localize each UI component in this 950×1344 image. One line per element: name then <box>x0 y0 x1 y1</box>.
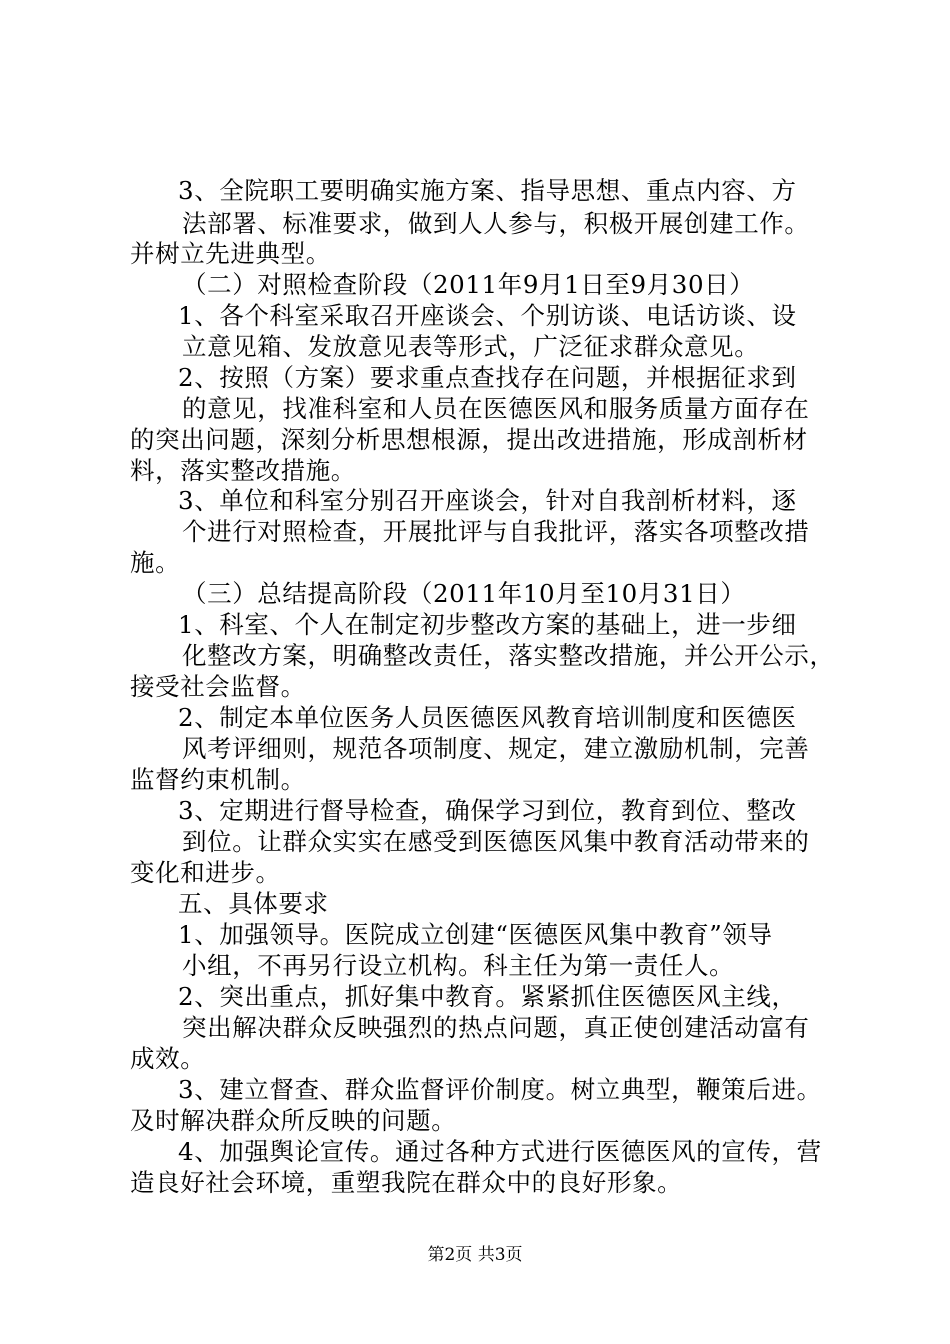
text-line: 2、按照（方案）要求重点查找存在问题，并根据征求到 <box>178 363 797 392</box>
text-line: 到位。让群众实实在感受到医德医风集中教育活动带来的 <box>182 827 810 856</box>
text-line: 接受社会监督。 <box>130 672 306 701</box>
text-line: 成效。 <box>130 1044 206 1073</box>
text-line: 监督约束机制。 <box>130 765 306 794</box>
text-line: 风考评细则，规范各项制度、规定，建立激励机制，完善 <box>182 734 810 763</box>
text-line: 3、单位和科室分别召开座谈会，针对自我剖析材料，逐 <box>178 486 797 515</box>
section-heading: 五、具体要求 <box>178 889 329 918</box>
text-line: 造良好社会环境，重塑我院在群众中的良好形象。 <box>130 1168 683 1197</box>
text-line: 及时解决群众所反映的问题。 <box>130 1106 457 1135</box>
text-line: 的突出问题，深刻分析思想根源，提出改进措施，形成剖析材 <box>130 425 808 454</box>
section-heading: （二）对照检查阶段（2011年9月1日至9月30日） <box>182 270 755 299</box>
page-number-footer: 第2页 共3页 <box>427 1245 523 1265</box>
text-line: 的意见，找准科室和人员在医德医风和服务质量方面存在 <box>182 394 810 423</box>
text-line: 变化和进步。 <box>130 858 281 887</box>
text-line: 施。 <box>130 548 181 577</box>
text-line: 2、突出重点，抓好集中教育。紧紧抓住医德医风主线， <box>178 982 797 1011</box>
section-heading: （三）总结提高阶段（2011年10月至10月31日） <box>182 579 746 608</box>
text-line: 个进行对照检查，开展批评与自我批评，落实各项整改措 <box>182 517 810 546</box>
text-line: 3、全院职工要明确实施方案、指导思想、重点内容、方 <box>178 176 797 205</box>
text-line: 突出解决群众反映强烈的热点问题，真正使创建活动富有 <box>182 1013 810 1042</box>
text-line: 小组，不再另行设立机构。科主任为第一责任人。 <box>182 951 735 980</box>
text-line: 法部署、标准要求，做到人人参与，积极开展创建工作。 <box>182 209 810 238</box>
text-line: 立意见箱、发放意见表等形式，广泛征求群众意见。 <box>182 332 760 361</box>
text-line: 化整改方案，明确整改责任，落实整改措施，并公开公示， <box>182 641 835 670</box>
text-line: 1、加强领导。医院成立创建“医德医风集中教育”领导 <box>178 920 773 949</box>
text-line: 4、加强舆论宣传。通过各种方式进行医德医风的宣传，营 <box>178 1137 822 1166</box>
text-line: 1、各个科室采取召开座谈会、个别访谈、电话访谈、设 <box>178 301 797 330</box>
text-line: 并树立先进典型。 <box>130 239 331 268</box>
text-line: 3、建立督查、群众监督评价制度。树立典型，鞭策后进。 <box>178 1075 822 1104</box>
text-line: 1、科室、个人在制定初步整改方案的基础上，进一步细 <box>178 610 797 639</box>
text-line: 2、制定本单位医务人员医德医风教育培训制度和医德医 <box>178 703 797 732</box>
text-line: 料，落实整改措施。 <box>130 456 356 485</box>
text-line: 3、定期进行督导检查，确保学习到位，教育到位、整改 <box>178 796 797 825</box>
